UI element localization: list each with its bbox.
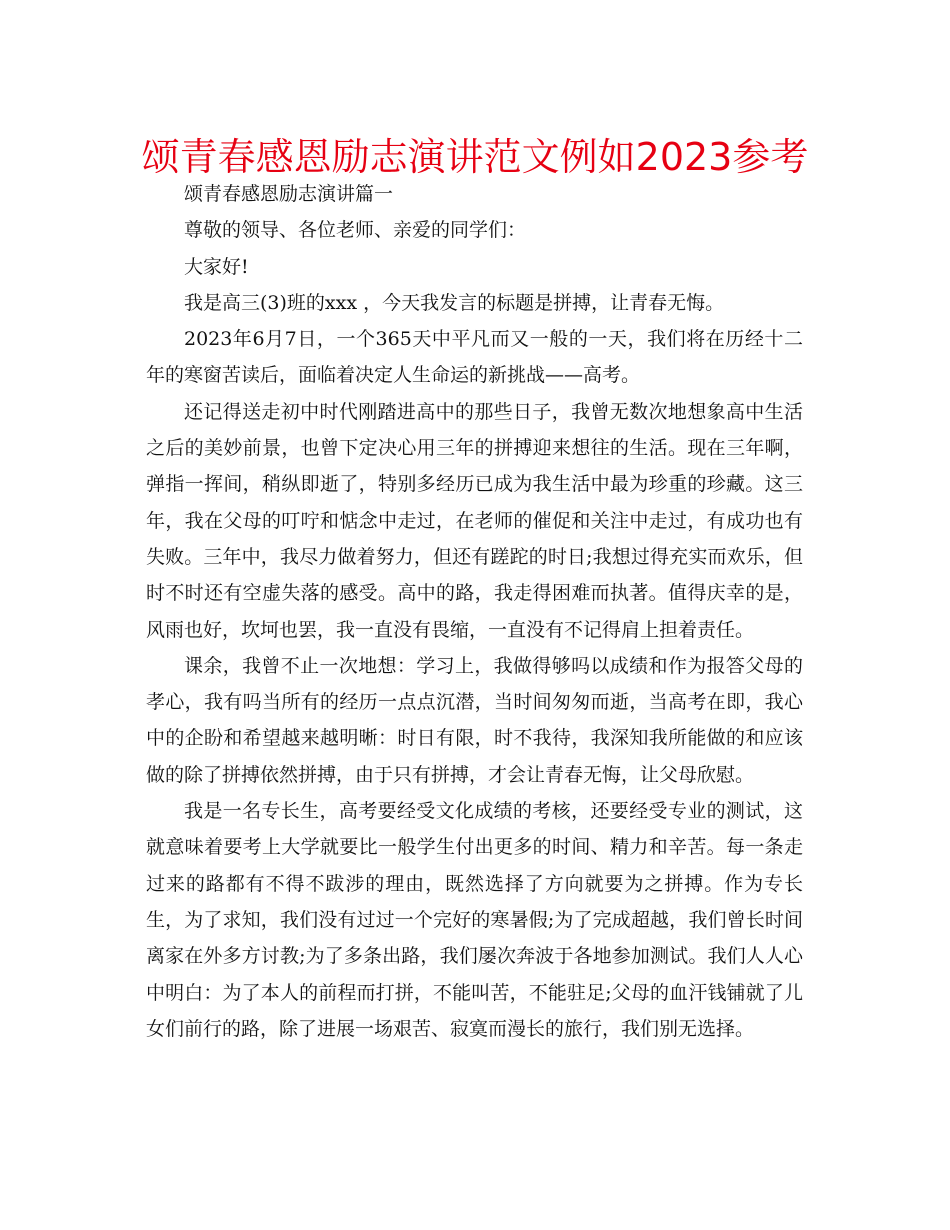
paragraph: 还记得送走初中时代刚踏进高中的那些日子，我曾无数次地想象高中生活之后的美妙前景，也曾下定决心用三年的拼搏迎来想往的生活。现在三年啊，弹指一挥间，稍纵即逝了，特别多经历已成为我生活中最为珍重的珍藏。这三年，我在父母的叮咛和惦念中走过，在老师的催促和关注中走过，有成功也有失败。三年中，我尽力做着努力，但还有蹉跎的时日;我想过得充实而欢乐，但时不时还有空虚失落的感受。高中的路，我走得困难而执著。值得庆幸的是，风雨也好，坎坷也罢，我一直没有畏缩，一直没有不记得肩上担着责任。 <box>146 400 803 641</box>
paragraph: 我是高三(3)班的xxx ，今天我发言的标题是拼搏，让青春无悔。 <box>184 291 725 314</box>
paragraph: 课余，我曾不止一次地想：学习上，我做得够吗以成绩和作为报答父母的孝心，我有吗当所有的经历一点点沉潜，当时间匆匆而逝，当高考在即，我心中的企盼和希望越来越明晰：时日有限，时不我待，我深知我所能做的和应该做的除了拼搏依然拼搏，由于只有拼搏，才会让青春无悔，让父母欣慰。 <box>146 654 803 786</box>
document-title: 颂青春感恩励志演讲范文例如2023参考 <box>141 135 809 179</box>
section-heading: 颂青春感恩励志演讲篇一 <box>184 183 394 205</box>
document-body <box>146 176 803 1047</box>
salutation: 尊敬的领导、各位老师、亲爱的同学们： <box>184 219 527 242</box>
paragraph: 我是一名专长生，高考要经受文化成绩的考核，还要经受专业的测试，这就意味着要考上大学就要比一般学生付出更多的时间、精力和辛苦。每一条走过来的路都有不得不跋涉的理由，既然选择了方向就要为之拼搏。作为专长生，为了求知，我们没有过过一个完好的寒暑假;为了完成超越，我们曾长时间离家在外多方讨教;为了多条出路，我们屡次奔波于各地参加测试。我们人人心中明白：为了本人的前程而打拼，不能叫苦，不能驻足;父母的血汗钱铺就了儿女们前行的路，除了进展一场艰苦、寂寞而漫长的旅行，我们别无选择。 <box>146 800 803 1040</box>
paragraph: 2023年6月7日，一个365天中平凡而又一般的一天，我们将在历经十二年的寒窗苦读后，面临着决定人生命运的新挑战——高考。 <box>146 328 803 387</box>
greeting: 大家好! <box>184 255 249 278</box>
